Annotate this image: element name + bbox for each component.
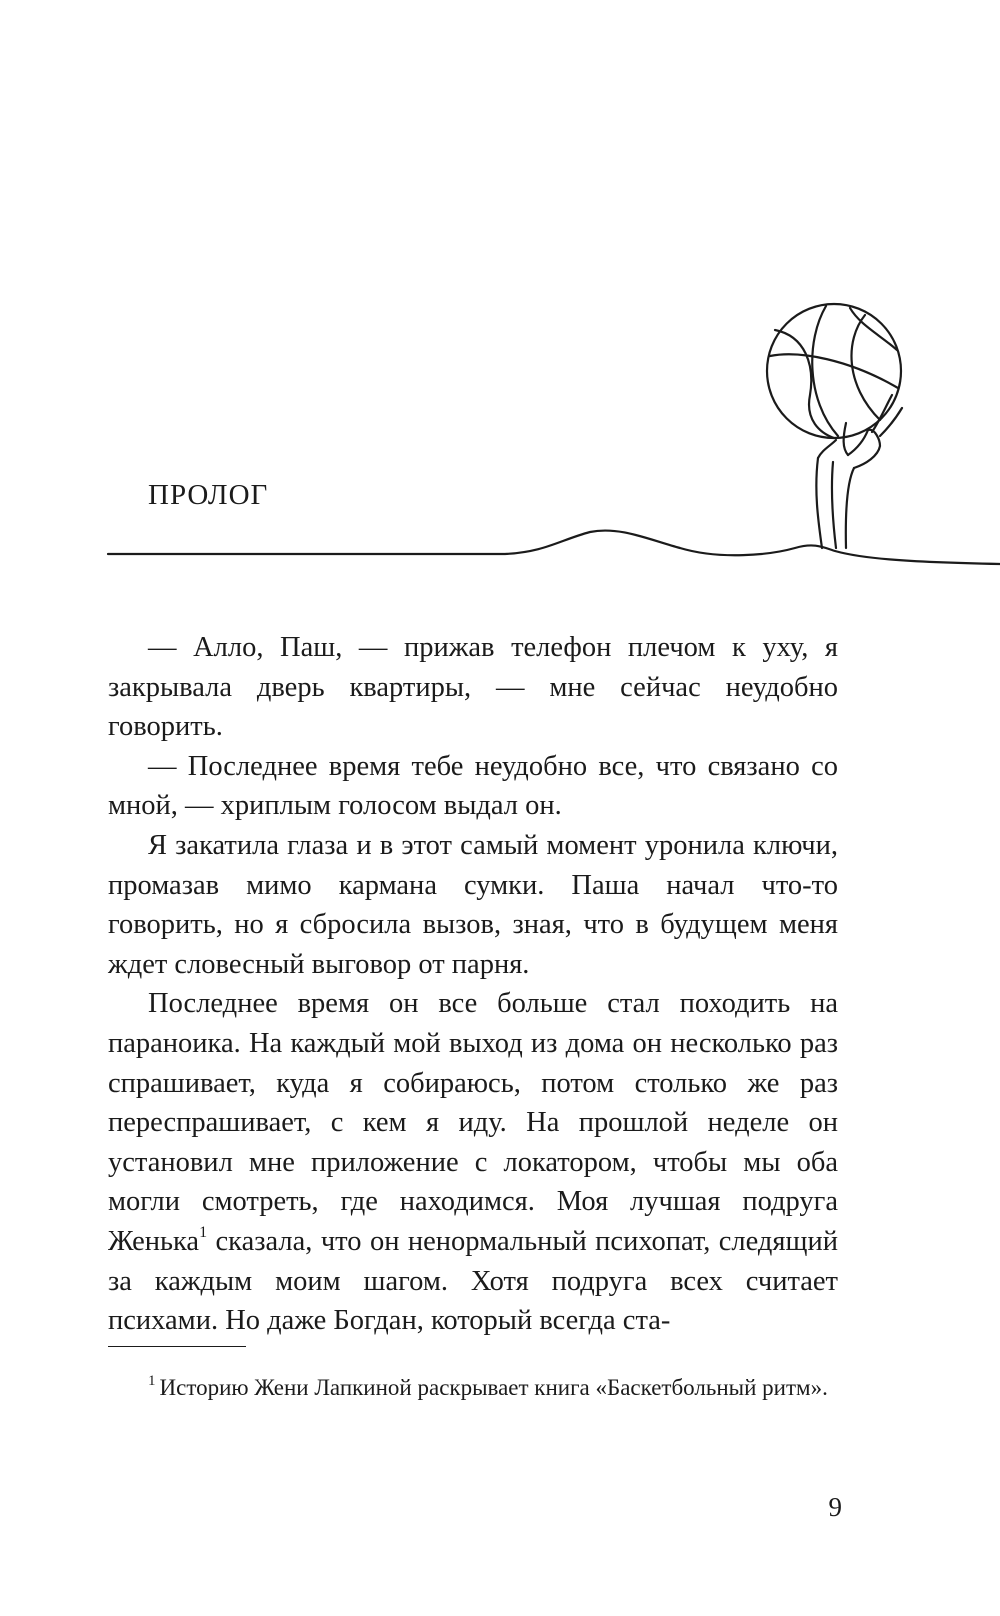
footnote-marker: 1 bbox=[148, 1373, 156, 1389]
paragraph: — Алло, Паш, — прижав телефон плечом к уху, я закрывала дверь квартиры, — мне сейчас неудобно говорить. bbox=[108, 632, 838, 743]
chapter-title: ПРОЛОГ bbox=[148, 479, 269, 511]
horizon-line bbox=[108, 531, 1000, 564]
footnote bbox=[108, 1370, 838, 1406]
paragraph bbox=[108, 984, 838, 1340]
body-text bbox=[108, 628, 838, 1341]
page-number: 9 bbox=[828, 1492, 842, 1522]
paragraph-text: Последнее время он все больше стал походить на параноика. На каждый мой выход из дома он несколько раз спрашивает, куда я собираюсь, потом столько же раз переспрашивает, с кем я иду. На прошлой неделе он установил мне приложение с локатором, чтобы мы оба могли смотреть, где находимся. Моя лучшая подруга Женька bbox=[108, 988, 838, 1257]
basketball-hand-illustration bbox=[0, 0, 1000, 620]
hand-icon bbox=[816, 395, 902, 548]
paragraph-text: сказала, что он ненормальный психопат, следящий за каждым моим шагом. Хотя подруга всех считает психами. Но даже Богдан, который всегда ста- bbox=[108, 1225, 838, 1337]
footnote-text: Историю Жени Лапкиной раскрывает книга «Баскетбольный ритм». bbox=[159, 1375, 828, 1400]
footnote-reference[interactable]: 1 bbox=[199, 1223, 208, 1241]
paragraph: — Последнее время тебе неудобно все, что связано со мной, — хриплым голосом выдал он. bbox=[108, 750, 838, 822]
paragraph: Я закатила глаза и в этот самый момент уронила ключи, промазав мимо кармана сумки. Паша начал что-то говорить, но я сбросила вызов, зная, что в будущем меня ждет словесный выговор от парня. bbox=[108, 829, 838, 980]
footnote-divider bbox=[108, 1346, 246, 1347]
